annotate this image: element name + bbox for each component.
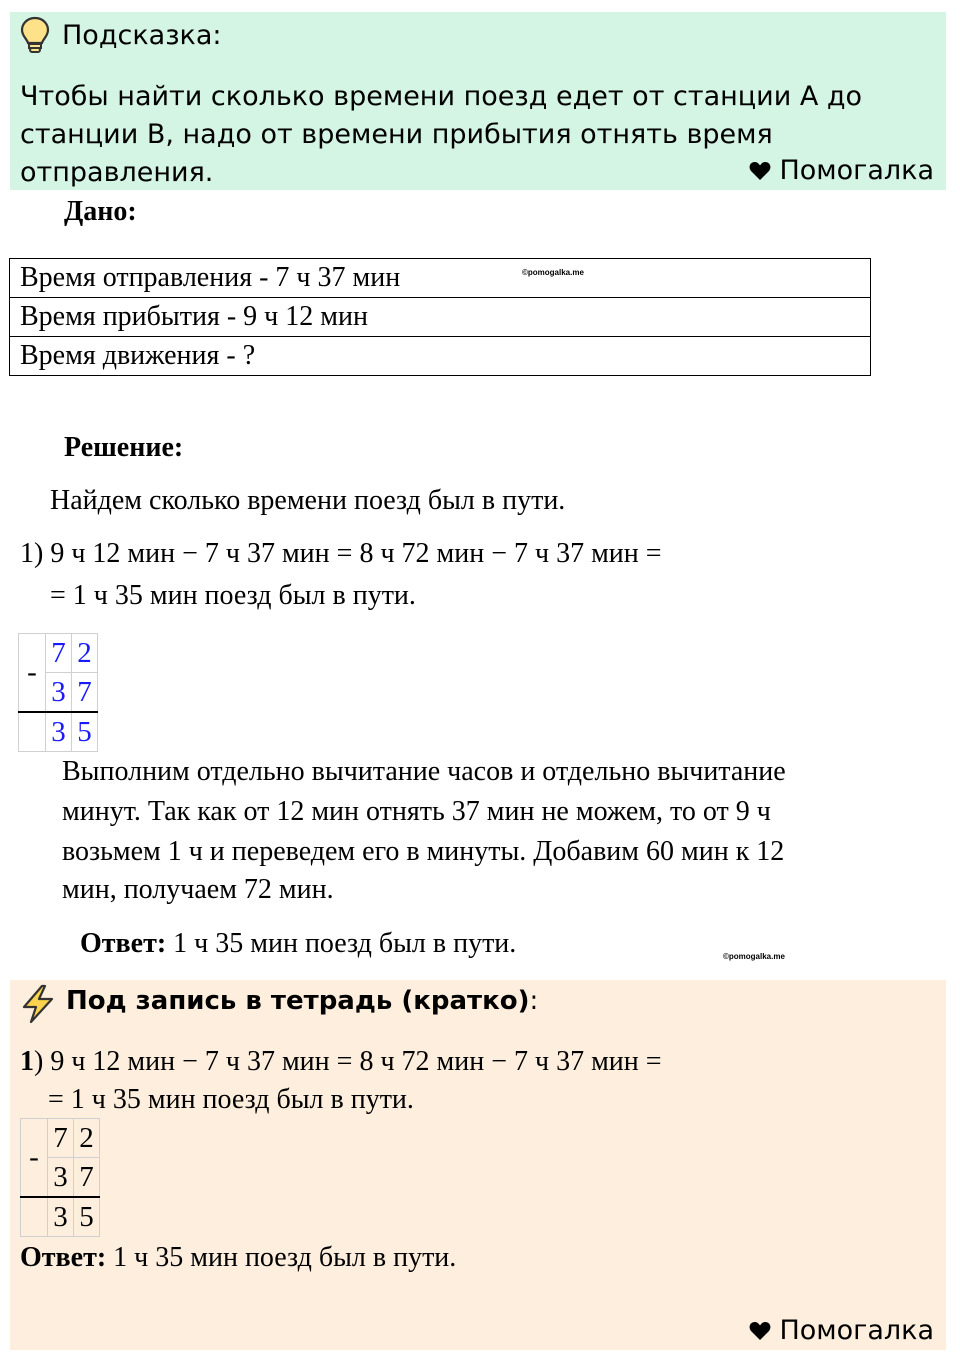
digit: 5 (74, 1197, 100, 1237)
given-arrival: Время прибытия - 9 ч 12 мин (10, 298, 871, 337)
given-table (9, 258, 871, 376)
table-row (10, 259, 871, 298)
solution-line-1: 1) 9 ч 12 мин − 7 ч 37 мин = 8 ч 72 мин − 7 ч 37 мин = (20, 538, 662, 569)
digit: 2 (74, 1119, 100, 1158)
hint-text: Чтобы найти сколько времени поезд едет от станции А до станции В, надо от времени прибытия отнять время отправления. (20, 81, 863, 188)
explanation-line: Выполним отдельно вычитание часов и отдельно вычитание (62, 756, 786, 787)
answer (80, 928, 516, 960)
credit-label: Помогалка (779, 155, 934, 186)
credit (749, 1315, 934, 1346)
digit: 2 (72, 634, 98, 673)
minus-sign: - (19, 634, 46, 713)
watermark: ©pomogalka.me (522, 268, 584, 277)
given-heading: Дано: (64, 196, 137, 227)
digit: 3 (48, 1197, 74, 1237)
answer-label: Ответ: (80, 928, 167, 959)
notebook-line-2: = 1 ч 35 мин поезд был в пути. (48, 1084, 414, 1115)
notebook-title (66, 986, 538, 1016)
notebook-line-1 (20, 1046, 662, 1078)
notebook-line-1-text: ) 9 ч 12 мин − 7 ч 37 мин = 8 ч 72 мин − 7 ч 37 мин = (34, 1046, 662, 1077)
notebook-box (10, 980, 946, 1350)
table-row (10, 298, 871, 337)
column-subtraction (20, 1118, 100, 1237)
answer-label: Ответ: (20, 1242, 107, 1273)
lightbulb-icon (18, 15, 52, 55)
answer-text: 1 ч 35 мин поезд был в пути. (106, 1242, 457, 1273)
answer-text: 1 ч 35 мин поезд был в пути. (166, 928, 517, 959)
heart-icon (749, 161, 771, 181)
heart-icon (749, 1321, 771, 1341)
given-departure: Время отправления - 7 ч 37 мин (10, 259, 871, 298)
notebook-answer (20, 1242, 456, 1274)
credit (749, 155, 934, 186)
given-duration: Время движения - ? (10, 337, 871, 376)
solution-heading: Решение: (64, 432, 184, 463)
column-subtraction (18, 633, 98, 752)
explanation-line: возьмем 1 ч и переведем его в минуты. Добавим 60 мин к 12 (62, 836, 785, 867)
digit: 3 (48, 1158, 74, 1198)
digit: 5 (72, 712, 98, 752)
watermark: ©pomogalka.me (723, 952, 785, 961)
empty-cell (21, 1197, 48, 1237)
notebook-title-text: Под запись в тетрадь (кратко) (66, 986, 530, 1016)
solution-intro: Найдем сколько времени поезд был в пути. (50, 485, 566, 516)
hint-title: Подсказка: (62, 20, 222, 51)
solution-line-2: = 1 ч 35 мин поезд был в пути. (50, 580, 416, 611)
explanation-line: минут. Так как от 12 мин отнять 37 мин не можем, то от 9 ч (62, 796, 771, 827)
empty-cell (19, 712, 46, 752)
digit: 7 (48, 1119, 74, 1158)
explanation-line: мин, получаем 72 мин. (62, 874, 334, 905)
table-row (10, 337, 871, 376)
digit: 3 (46, 712, 72, 752)
digit: 7 (46, 634, 72, 673)
digit: 3 (46, 673, 72, 713)
digit: 7 (74, 1158, 100, 1198)
notebook-title-colon: : (529, 986, 539, 1016)
credit-label: Помогалка (779, 1315, 934, 1346)
minus-sign: - (21, 1119, 48, 1198)
digit: 7 (72, 673, 98, 713)
line-number: 1 (20, 1046, 34, 1077)
lightning-icon (18, 984, 58, 1024)
